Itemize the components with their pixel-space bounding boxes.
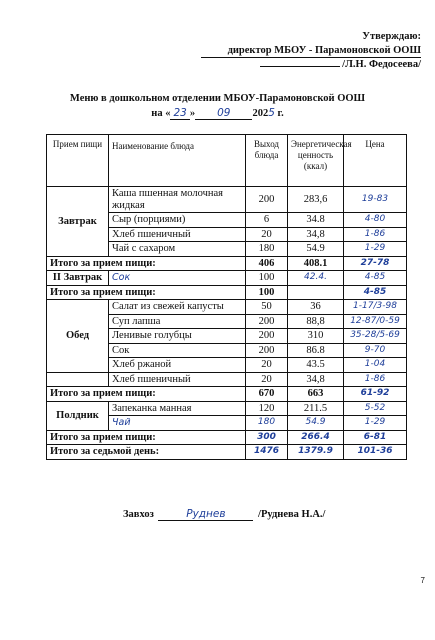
approval-block [201,30,421,72]
footer-handwritten-signature: Руднев [158,508,253,521]
grand-total-price: 101-36 [344,445,407,460]
dish-cell: Салат из свежей капусты [109,300,246,315]
yield-cell: 120 [246,401,288,416]
yield-cell: 20 [246,358,288,373]
total-row [47,256,407,271]
total-label: Итого за прием пищи: [47,256,246,271]
meal-breakfast: Завтрак [47,187,109,257]
dish-cell: Каша пшенная молочная жидкая [109,187,246,213]
price-cell: 5-52 [344,401,407,416]
dish-cell: Ленивые голубцы [109,329,246,344]
energy-cell: 86.8 [288,343,344,358]
price-cell: 9-70 [344,343,407,358]
menu-date-line [0,106,435,121]
energy-cell: 36 [288,300,344,315]
approval-signature-line [201,58,421,72]
footer-signature [123,508,325,521]
total-energy: 408.1 [288,256,344,271]
price-cell: 1-17/3-98 [344,300,407,315]
empty-meal-cell [47,372,109,387]
date-day: 23 [170,107,189,120]
grand-total-yield: 1476 [246,445,288,460]
total-row [47,285,407,300]
total-price: 61-92 [344,387,407,402]
price-cell: 1-86 [344,227,407,242]
energy-cell: 43.5 [288,358,344,373]
footer-name: /Руднева Н.А./ [258,509,326,520]
total-yield: 100 [246,285,288,300]
header-meal: Прием пищи [47,135,109,187]
table-row [47,372,407,387]
price-cell: 1-86 [344,372,407,387]
dish-cell: Чай с сахаром [109,242,246,257]
energy-cell: 34.8 [288,213,344,228]
energy-cell: 54.9 [288,416,344,431]
date-month: 09 [195,107,252,120]
yield-cell: 180 [246,416,288,431]
energy-cell: 88,8 [288,314,344,329]
header-row [47,135,407,187]
energy-cell: 34,8 [288,227,344,242]
total-price: 4-85 [344,285,407,300]
dish-cell: Хлеб пшеничный [109,227,246,242]
price-cell: 12-87/0-59 [344,314,407,329]
header-price: Цена [344,135,407,187]
price-cell: 1-29 [344,242,407,257]
dish-cell: Запеканка манная [109,401,246,416]
total-energy: 266.4 [288,430,344,445]
footer-role: Завхоз [123,509,154,520]
date-year-suffix: г. [277,108,284,119]
energy-cell: 310 [288,329,344,344]
table-row [47,187,407,213]
date-mid: » [189,108,196,119]
yield-cell: 200 [246,329,288,344]
grand-total-row [47,445,407,460]
total-label: Итого за прием пищи: [47,387,246,402]
price-cell: 4-85 [344,271,407,286]
price-cell: 19-83 [344,187,407,213]
dish-cell: Суп лапша [109,314,246,329]
meal-lunch: Обед [47,300,109,373]
price-cell: 4-80 [344,213,407,228]
yield-cell: 6 [246,213,288,228]
energy-cell: 54.9 [288,242,344,257]
yield-cell: 100 [246,271,288,286]
menu-table [46,134,407,460]
menu-title [0,92,435,121]
dish-cell: Сок [109,343,246,358]
energy-cell: 42.4. [288,271,344,286]
price-cell: 1-29 [344,416,407,431]
meal-breakfast-2: II Завтрак [47,271,109,286]
total-label: Итого за прием пищи: [47,285,246,300]
yield-cell: 200 [246,314,288,329]
date-year-prefix: 202 [252,108,269,119]
date-year-digit: 5 [268,107,275,119]
total-yield: 300 [246,430,288,445]
price-cell: 1-04 [344,358,407,373]
dish-cell: Хлеб ржаной [109,358,246,373]
page-number: 7 [420,576,425,585]
total-energy: 663 [288,387,344,402]
dish-cell: Сок [109,271,246,286]
table-row [47,300,407,315]
total-price: 27-78 [344,256,407,271]
yield-cell: 180 [246,242,288,257]
total-row [47,430,407,445]
approval-label: Утверждаю: [362,31,421,42]
menu-title-line1: Меню в дошкольном отделении МБОУ-Парамоновской ООШ [69,93,366,104]
price-cell: 35-28/5-69 [344,329,407,344]
yield-cell: 20 [246,227,288,242]
yield-cell: 200 [246,343,288,358]
total-price: 6-81 [344,430,407,445]
total-energy [288,285,344,300]
total-yield: 406 [246,256,288,271]
meal-snack: Полдник [47,401,109,430]
yield-cell: 200 [246,187,288,213]
dish-cell: Хлеб пшеничный [109,372,246,387]
approval-signature-blank [260,66,340,67]
date-prefix: на « [151,108,171,119]
yield-cell: 50 [246,300,288,315]
approval-position: директор МБОУ - Парамоновской ООШ [201,44,421,59]
header-yield: Выход блюда [246,135,288,187]
total-label: Итого за прием пищи: [47,430,246,445]
approval-name: /Л.Н. Федосеева/ [342,59,421,70]
table-row [47,271,407,286]
energy-cell: 283,6 [288,187,344,213]
grand-total-energy: 1379.9 [288,445,344,460]
yield-cell: 20 [246,372,288,387]
header-energy: Энергетическая ценность (ккал) [288,135,344,187]
dish-cell: Чай [109,416,246,431]
grand-total-label: Итого за седьмой день: [47,445,246,460]
dish-cell: Сыр (порциями) [109,213,246,228]
energy-cell: 34,8 [288,372,344,387]
energy-cell: 211.5 [288,401,344,416]
total-row [47,387,407,402]
header-dish: Наименование блюда [109,135,246,187]
total-yield: 670 [246,387,288,402]
table-row [47,401,407,416]
